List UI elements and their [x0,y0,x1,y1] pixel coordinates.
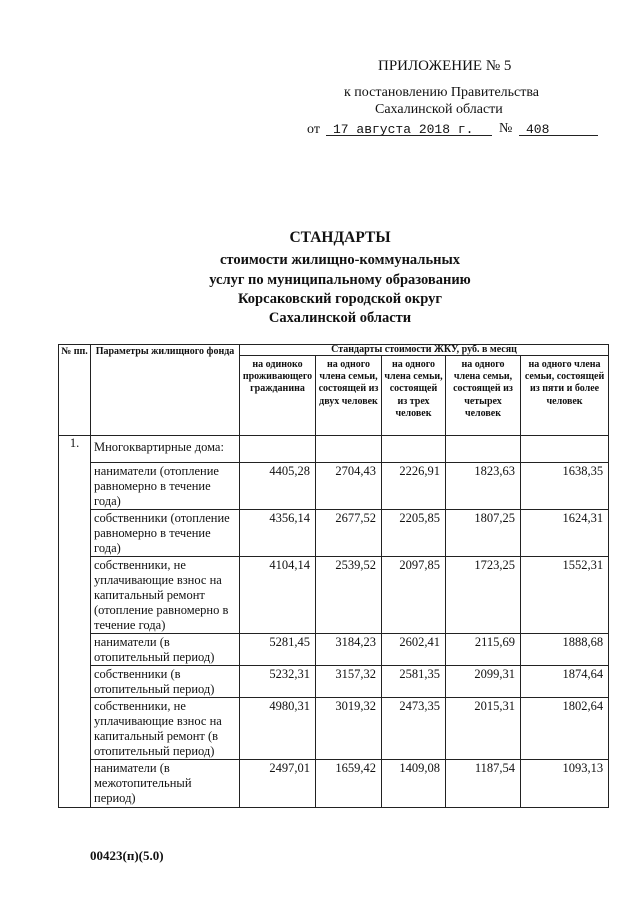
value-cell: 2473,35 [382,698,446,760]
section-row [59,436,609,463]
row-label: собственники, не уплачивающие взнос на капитальный ремонт (отопление равномерно в течение года) [91,557,240,634]
value-cell: 4405,28 [240,463,316,510]
value-cell: 5232,31 [240,666,316,698]
value-cell: 1187,54 [446,760,521,808]
row-label: наниматели (отопление равномерно в течение года) [91,463,240,510]
header-group: Стандарты стоимости ЖКУ, руб. в месяц [240,345,609,356]
table-row [59,666,609,698]
subtitle-line-4: Сахалинской области [268,310,412,326]
value-cell: 4356,14 [240,510,316,557]
empty-cell [521,436,609,463]
number-label: № [499,121,513,136]
row-label: наниматели (в межотопительный период) [91,760,240,808]
value-cell: 2099,31 [446,666,521,698]
empty-cell [240,436,316,463]
standards-table [58,344,609,808]
value-cell: 2581,35 [382,666,446,698]
value-cell: 1638,35 [521,463,609,510]
subtitle-line-1: стоимости жилищно-коммунальных [219,252,461,268]
header-params: Параметры жилищного фонда [91,345,240,436]
value-cell: 2704,43 [316,463,382,510]
row-label: собственники (отопление равномерно в течение года) [91,510,240,557]
table-row [59,463,609,510]
number-underline [519,135,598,136]
header-col-four: на одного члена семьи, состоящей из четырех человек [446,356,521,436]
header-col-single: на одиноко проживающего гражданина [240,356,316,436]
footer-code: 00423(п)(5.0) [90,848,164,863]
value-cell: 2015,31 [446,698,521,760]
value-cell: 1409,08 [382,760,446,808]
value-cell: 1624,31 [521,510,609,557]
value-cell: 2226,91 [382,463,446,510]
value-cell: 4104,14 [240,557,316,634]
date-label: от [307,122,320,137]
value-cell: 1807,25 [446,510,521,557]
value-cell: 5281,45 [240,634,316,666]
value-cell: 1874,64 [521,666,609,698]
empty-cell [316,436,382,463]
document-title: СТАНДАРТЫ [289,229,391,246]
value-cell: 3157,32 [316,666,382,698]
value-cell: 3019,32 [316,698,382,760]
value-cell: 1888,68 [521,634,609,666]
subtitle-line-2: услуг по муниципальному образованию [209,272,471,288]
resolution-number: 408 [526,122,550,137]
section-num: 1. [59,436,91,808]
value-cell: 2097,85 [382,557,446,634]
table-row [59,634,609,666]
value-cell: 3184,23 [316,634,382,666]
value-cell: 2497,01 [240,760,316,808]
row-label: собственники (в отопительный период) [91,666,240,698]
row-label: собственники, не уплачивающие взнос на капитальный ремонт (в отопительный период) [91,698,240,760]
value-cell: 2677,52 [316,510,382,557]
subtitle-line-3: Корсаковский городской округ [238,291,442,307]
value-cell: 1093,13 [521,760,609,808]
appendix-line-1: к постановлению Правительства [344,85,540,100]
empty-cell [446,436,521,463]
header-col-five: на одного члена семьи, состоящей из пяти и более человек [521,356,609,436]
value-cell: 4980,31 [240,698,316,760]
table-row [59,557,609,634]
value-cell: 1552,31 [521,557,609,634]
header-col-two: на одного члена семьи, состоящей из двух человек [316,356,382,436]
value-cell: 2115,69 [446,634,521,666]
header-col-three: на одного члена семьи, состоящей из трех человек [382,356,446,436]
table-row [59,510,609,557]
table-row [59,698,609,760]
value-cell: 1823,63 [446,463,521,510]
value-cell: 1659,42 [316,760,382,808]
value-cell: 2602,41 [382,634,446,666]
table-header-row-1 [59,345,609,356]
value-cell: 2205,85 [382,510,446,557]
value-cell: 2539,52 [316,557,382,634]
table-row [59,760,609,808]
date-underline [326,135,492,136]
empty-cell [382,436,446,463]
value-cell: 1802,64 [521,698,609,760]
value-cell: 1723,25 [446,557,521,634]
header-num: № пп. [59,345,91,436]
row-label: наниматели (в отопительный период) [91,634,240,666]
appendix-title: ПРИЛОЖЕНИЕ № 5 [378,58,512,74]
section-label: Многоквартирные дома: [91,436,240,463]
resolution-date: 17 августа 2018 г. [333,122,474,137]
appendix-line-2: Сахалинской области [375,102,503,117]
